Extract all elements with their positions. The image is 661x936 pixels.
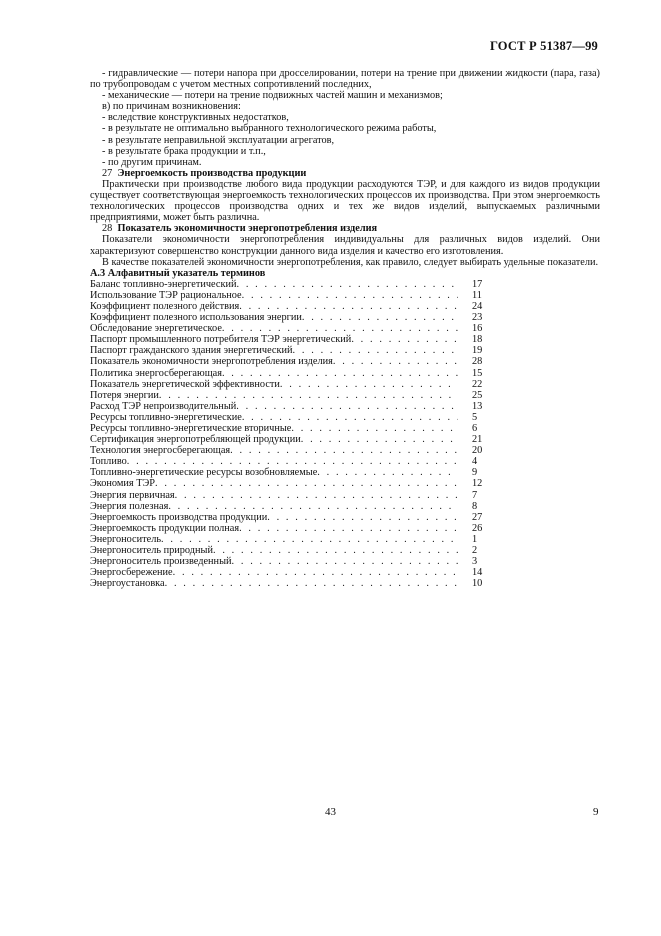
index-entry (90, 301, 500, 312)
index-page-number: 10 (472, 578, 483, 590)
leader-dots (302, 312, 458, 323)
leader-dots (239, 523, 458, 534)
index-term: Сертификация энергопотребляющей продукции (90, 434, 301, 446)
leader-dots (242, 290, 458, 301)
index-term: Паспорт гражданского здания энергетический (90, 345, 293, 357)
index-term: Коэффициент полезного действия (90, 300, 240, 312)
index-entry (90, 456, 500, 467)
index-entry (90, 523, 500, 534)
section-title: Показатель экономичности энергопотребления изделия (117, 223, 378, 235)
paragraph: - в результате брака продукции и т.п., (102, 145, 266, 157)
index-entry (90, 567, 500, 578)
index-term: Энергия первичная (90, 489, 175, 501)
index-page-number: 16 (472, 323, 483, 335)
index-entry (90, 334, 500, 345)
leader-dots (242, 412, 458, 423)
leader-dots (239, 301, 458, 312)
index-entry (90, 345, 500, 356)
leader-dots (161, 534, 458, 545)
index-page-number: 20 (472, 445, 483, 457)
paragraph: Показатели экономичности энергопотребления индивидуальны для различных видов изделий. Они характеризуют совершенство конструкции данного вида изделия и качество его изготовления. (90, 234, 600, 257)
paragraph: - вследствие конструктивных недостатков, (102, 112, 289, 124)
index-entry (90, 501, 500, 512)
leader-dots (213, 545, 458, 556)
section-number: 28 (102, 223, 113, 235)
index-entry (90, 279, 500, 290)
section-heading-27 (90, 168, 600, 179)
index-term: Ресурсы топливно-энергетические вторичные (90, 423, 292, 434)
index-term: Энергия полезная (90, 500, 169, 512)
leader-dots (222, 368, 458, 379)
page-number-center: 43 (325, 806, 336, 818)
document-body (90, 68, 600, 589)
index-term: Показатель экономичности энергопотребления изделия (90, 356, 333, 368)
index-entry (90, 490, 500, 501)
index-page-number: 11 (472, 289, 482, 301)
index-page-number: 14 (472, 567, 483, 579)
index-entry (90, 290, 500, 301)
index-page-number: 6 (472, 423, 478, 434)
paragraph: - по другим причинам. (102, 156, 202, 168)
leader-dots (280, 379, 458, 390)
paragraph: - в результате не оптимально выбранного технологического режима работы, (102, 123, 437, 135)
index-entry (90, 401, 500, 412)
section-title: Энергоемкость производства продукции (117, 167, 307, 179)
index-page-number: 2 (472, 545, 478, 557)
leader-dots (168, 501, 458, 512)
index-term: Обследование энергетическое (90, 323, 222, 335)
index-term: Энергоноситель произведенный (90, 556, 232, 568)
leader-dots (317, 467, 458, 478)
index-entry (90, 323, 500, 334)
paragraph: В качестве показателей экономичности энергопотребления, как правило, следует выбирать удельные показатели. (102, 256, 599, 268)
index-page-number: 18 (472, 334, 483, 346)
index-entry (90, 534, 500, 545)
index-term: Показатель энергетической эффективности (90, 378, 280, 390)
index-term: Энергоемкость производства продукции (90, 511, 268, 523)
index-page-number: 12 (472, 478, 483, 490)
index-page-number: 3 (472, 556, 478, 568)
leader-dots (236, 279, 458, 290)
index-term: Технология энергосберегающая (90, 445, 231, 457)
index-term: Экономия ТЭР (90, 478, 156, 490)
leader-dots (222, 323, 458, 334)
index-entry (90, 545, 500, 556)
index-term: Энергосбережение (90, 567, 173, 579)
paragraph: - механические — потери на трение подвижных частей машин и механизмов; (102, 90, 443, 102)
index-term: Политика энергосберегающая (90, 367, 222, 379)
leader-dots (236, 401, 458, 412)
index-term: Потеря энергии (90, 389, 159, 401)
index-entry (90, 578, 500, 589)
index-entry (90, 556, 500, 567)
leader-dots (301, 434, 458, 445)
index-page-number: 24 (472, 300, 483, 312)
index-title: А.3 Алфавитный указатель терминов (90, 267, 266, 279)
leader-dots (230, 445, 458, 456)
index-page-number: 15 (472, 367, 483, 379)
index-entry (90, 390, 500, 401)
index-term: Топливо (90, 456, 127, 468)
index-entry (90, 379, 500, 390)
index-page-number: 7 (472, 489, 478, 501)
leader-dots (291, 423, 458, 434)
index-page-number: 22 (472, 378, 483, 390)
index-entry (90, 356, 500, 367)
index-page-number: 26 (472, 522, 483, 534)
index-entry (90, 445, 500, 456)
index-entry (90, 434, 500, 445)
index-entry (90, 412, 500, 423)
index-term: Использование ТЭР рациональное (90, 289, 242, 301)
index-page-number: 19 (472, 345, 483, 357)
index-entry (90, 312, 500, 323)
leader-dots (175, 490, 458, 501)
index-page-number: 17 (472, 278, 483, 290)
index-term: Энергоустановка (90, 578, 165, 590)
index-term: Энергоемкость продукции полная (90, 522, 240, 534)
index-page-number: 13 (472, 400, 483, 412)
leader-dots (165, 578, 458, 589)
index-term: Расход ТЭР непроизводительный (90, 400, 237, 412)
index-entry (90, 478, 500, 489)
index-page-number: 8 (472, 500, 478, 512)
index-entry (90, 467, 500, 478)
index-page-number: 5 (472, 411, 478, 423)
paragraph: в) по причинам возникновения: (102, 101, 241, 113)
index-page-number: 25 (472, 389, 483, 401)
index-page-number: 4 (472, 456, 478, 468)
section-heading-28 (90, 223, 600, 234)
index-page-number: 1 (472, 533, 478, 545)
leader-dots (159, 390, 458, 401)
leader-dots (333, 356, 458, 367)
index-term: Коэффициент полезного использования энергии (90, 312, 302, 324)
index-term: Энергоноситель природный (90, 545, 213, 557)
index-term: Баланс топливно-энергетический (90, 278, 237, 290)
index-term: Энергоноситель (90, 533, 162, 545)
leader-dots (267, 512, 458, 523)
term-index-list (90, 279, 500, 590)
index-page-number: 21 (472, 434, 483, 446)
leader-dots (155, 478, 458, 489)
leader-dots (127, 456, 458, 467)
index-page-number: 28 (472, 356, 483, 368)
paragraph: Практически при производстве любого вида продукции расходуются ТЭР, и для каждого из видов продукции существует соответствующая энергоемкость технологических процессов их производства. При этом энергоемкость технологических процессов производства одних и тех же видов изделий, выпускаемых различными предприятиями, может быть различна. (90, 178, 600, 224)
leader-dots (232, 556, 459, 567)
index-page-number: 23 (472, 312, 483, 324)
index-page-number: 9 (472, 467, 478, 479)
paragraph: - в результате неправильной эксплуатации агрегатов, (102, 134, 335, 146)
index-term: Топливно-энергетические ресурсы возобновляемые (90, 467, 318, 479)
leader-dots (173, 567, 458, 578)
paragraph: - гидравлические — потери напора при дросселировании, потери на трение при движении жидкости (пара, газа) по трубопроводам с учетом местных сопротивлений последних, (90, 68, 600, 91)
section-number: 27 (102, 167, 113, 179)
document-header: ГОСТ Р 51387—99 (489, 39, 598, 53)
index-term: Ресурсы топливно-энергетические (90, 411, 242, 423)
index-page-number: 27 (472, 511, 483, 523)
leader-dots (293, 345, 458, 356)
index-term: Паспорт промышленного потребителя ТЭР энергетический (90, 334, 352, 346)
leader-dots (351, 334, 458, 345)
page-number-right: 9 (593, 806, 599, 818)
index-entry (90, 423, 500, 434)
index-entry (90, 512, 500, 523)
index-entry (90, 368, 500, 379)
